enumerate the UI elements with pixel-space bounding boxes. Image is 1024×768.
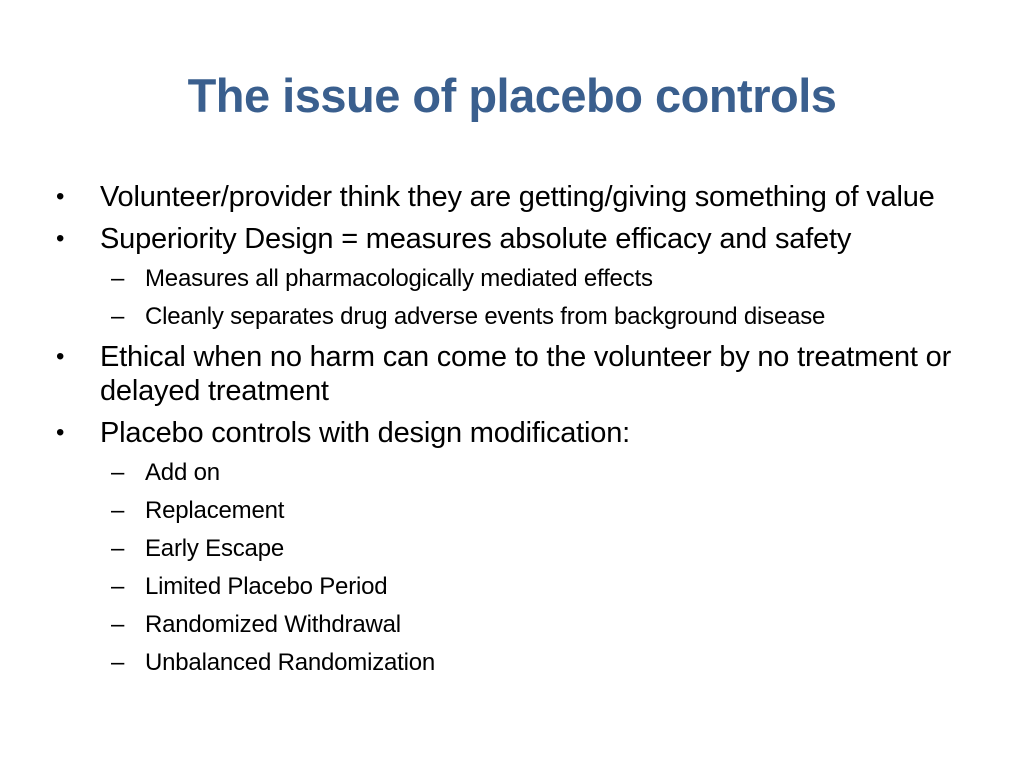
sub-bullet-text: Replacement <box>145 497 285 524</box>
bullet-icon: • <box>56 225 65 252</box>
sub-bullet-text: Randomized Withdrawal <box>145 611 401 638</box>
bullet-item <box>56 416 976 450</box>
sub-bullet-item <box>56 648 976 678</box>
sub-bullet-text: Add on <box>145 459 220 486</box>
sub-bullet-item <box>56 534 976 564</box>
dash-icon: – <box>111 303 125 330</box>
sub-bullet-item <box>56 610 976 640</box>
sub-bullet-item <box>56 302 976 332</box>
sub-bullet-text: Cleanly separates drug adverse events from background disease <box>145 303 826 330</box>
sub-bullet-text: Unbalanced Randomization <box>145 649 436 676</box>
sub-bullet-text: Measures all pharmacologically mediated effects <box>145 265 653 292</box>
dash-icon: – <box>111 611 125 638</box>
dash-icon: – <box>111 649 125 676</box>
dash-icon: – <box>111 535 125 562</box>
dash-icon: – <box>111 497 125 524</box>
bullet-icon: • <box>56 343 65 370</box>
slide-title: The issue of placebo controls <box>187 69 837 122</box>
sub-bullet-text: Early Escape <box>145 535 284 562</box>
bullet-text: Superiority Design = measures absolute efficacy and safety <box>100 223 852 255</box>
sub-bullet-text: Limited Placebo Period <box>145 573 388 600</box>
sub-bullet-item <box>56 572 976 602</box>
sub-bullet-item <box>56 458 976 488</box>
bullet-text: Placebo controls with design modification: <box>100 417 630 449</box>
dash-icon: – <box>111 459 125 486</box>
sub-bullet-item <box>56 496 976 526</box>
dash-icon: – <box>111 265 125 292</box>
slide-body <box>56 180 976 686</box>
bullet-item <box>56 180 976 214</box>
bullet-icon: • <box>56 183 65 210</box>
bullet-item <box>56 340 976 408</box>
dash-icon: – <box>111 573 125 600</box>
bullet-text: Volunteer/provider think they are getting/giving something of value <box>100 181 935 213</box>
sub-bullet-item <box>56 264 976 294</box>
bullet-item <box>56 222 976 256</box>
bullet-icon: • <box>56 419 65 446</box>
bullet-text: Ethical when no harm can come to the volunteer by no treatment or delayed treatment <box>100 341 952 407</box>
